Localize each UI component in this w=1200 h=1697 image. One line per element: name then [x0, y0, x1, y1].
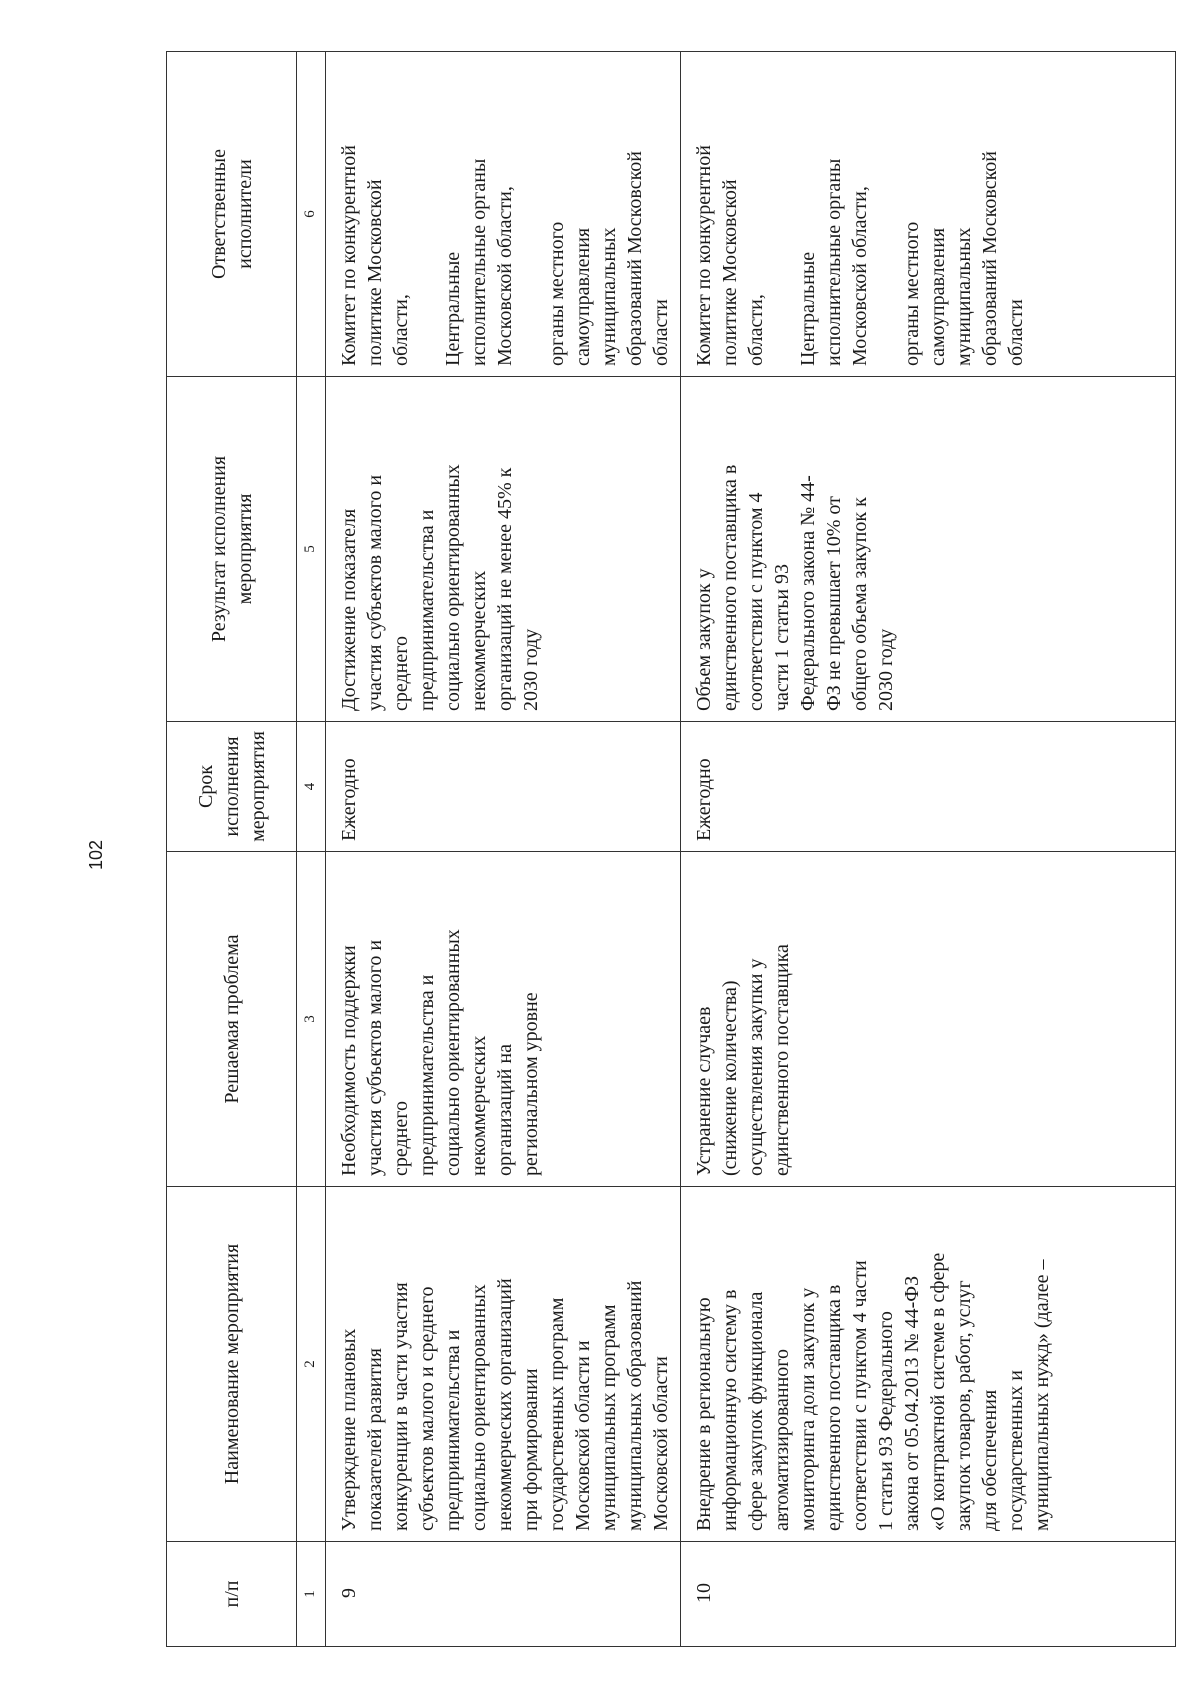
column-number: 2 [297, 1187, 326, 1542]
column-number: 5 [297, 377, 326, 722]
column-number: 3 [297, 852, 326, 1187]
header-result: Результат исполнения мероприятия [167, 377, 297, 722]
result-text: Объем закупок у единственного поставщика в соответствии с пунктом 4 части 1 статьи 93 Федерального закона № 44- ФЗ не превышает 10% от общего объема закупок к 2030 году [681, 377, 1176, 722]
measures-table [166, 51, 1176, 1647]
header-problem: Решаемая проблема [167, 852, 297, 1187]
header-term: Срок исполнения мероприятия [167, 722, 297, 852]
header-name: Наименование мероприятия [167, 1187, 297, 1542]
rotated-table-container [166, 52, 1176, 1647]
row-number: 9 [326, 1542, 681, 1647]
header-row [167, 52, 297, 1647]
responsible-text: Комитет по конкурентной политике Московской области, Центральные исполнительные органы Московской области, органы местного самоуправления муниципальных образований Московской области [326, 52, 681, 377]
row-number: 10 [681, 1542, 1176, 1647]
measure-name: Внедрение в региональную информационную систему в сфере закупок функционала автоматизированного мониторинга доли закупок у единственного поставщика в соответствии с пунктом 4 части 1 статьи 93 Федерального закона от 05.04.2013 № 44-ФЗ «О контрактной системе в сфере закупок товаров, работ, услуг для обеспечения государственных и муниципальных нужд» (далее – [681, 1187, 1176, 1542]
header-num: п/п [167, 1542, 297, 1647]
term-text: Ежегодно [326, 722, 681, 852]
column-number: 6 [297, 52, 326, 377]
term-text: Ежегодно [681, 722, 1176, 852]
column-number-row [297, 52, 326, 1647]
header-responsible: Ответственные исполнители [167, 52, 297, 377]
problem-text: Устранение случаев (снижение количества) осуществления закупки у единственного поставщика [681, 852, 1176, 1187]
result-text: Достижение показателя участия субъектов малого и среднего предпринимательства и социально ориентированных некоммерческих организаций не менее 45% к 2030 году [326, 377, 681, 722]
page-number: 102 [86, 839, 106, 871]
measure-name: Утверждение плановых показателей развития конкуренции в части участия субъектов малого и среднего предпринимательства и социально ориентированных некоммерческих организаций при формировании государственных программ Московской области и муниципальных программ муниципальных образований Московской области [326, 1187, 681, 1542]
column-number: 4 [297, 722, 326, 852]
table-row [681, 52, 1176, 1647]
problem-text: Необходимость поддержки участия субъектов малого и среднего предпринимательства и социально ориентированных некоммерческих организаций на региональном уровне [326, 852, 681, 1187]
column-number: 1 [297, 1542, 326, 1647]
table-row [326, 52, 681, 1647]
responsible-text: Комитет по конкурентной политике Московской области, Центральные исполнительные органы Московской области, органы местного самоуправления муниципальных образований Московской области [681, 52, 1176, 377]
